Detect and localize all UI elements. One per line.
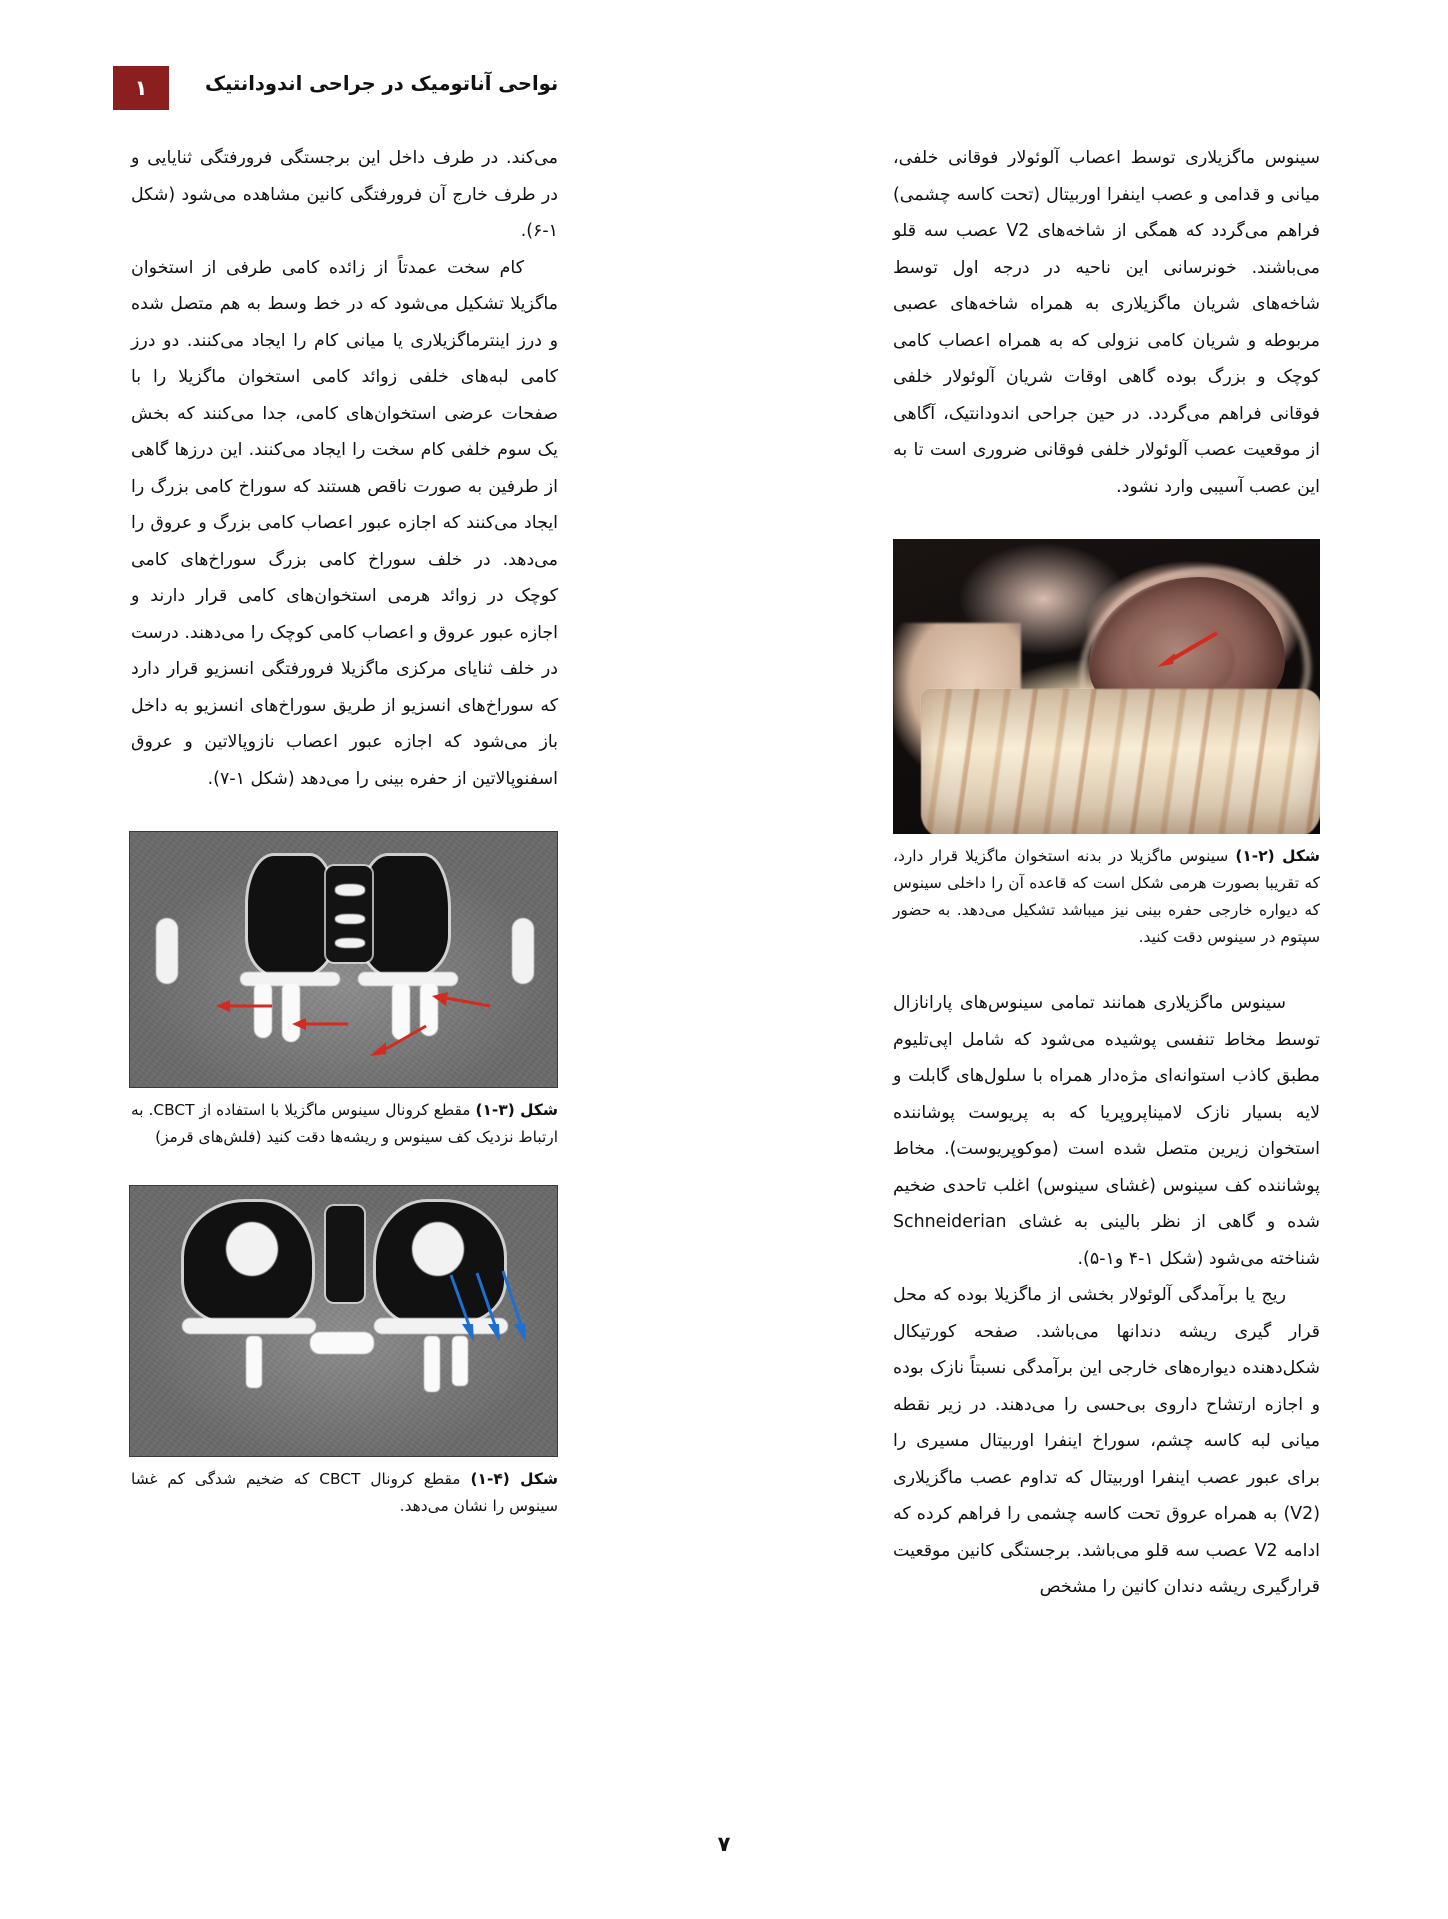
ct2-nasal-septum	[326, 1206, 364, 1302]
ct-sinus-right	[362, 856, 448, 976]
figure-1-2-image	[893, 539, 1320, 834]
ct2-turbinate-right	[412, 1222, 464, 1276]
ct-septum-3	[335, 938, 365, 948]
ct-cortical-right	[512, 918, 534, 984]
ct-sinus-left	[248, 856, 334, 976]
page-number: ۷	[717, 1832, 731, 1856]
figure-1-4-caption	[131, 1466, 558, 1520]
figure-1-2-caption-label: شکل (۲-۱)	[1235, 847, 1320, 865]
running-head-title: نواحی آناتومیک در جراحی اندودانتیک	[205, 72, 559, 95]
figure-1-3-caption	[131, 1097, 558, 1151]
red-arrow-icon-2	[290, 1016, 352, 1032]
figure-1-4-caption-text: مقطع کرونال CBCT که ضخیم شدگی کم غشا سینوس را نشان می‌دهد.	[131, 1470, 558, 1515]
right-column	[893, 140, 1320, 1606]
figure-1-2-caption	[893, 843, 1320, 951]
figure-1-4	[131, 1185, 558, 1520]
ct-septum-1	[335, 884, 365, 896]
figure-1-3	[131, 831, 558, 1151]
chapter-number: ۱	[134, 75, 148, 100]
figure-1-2	[893, 539, 1320, 951]
blue-arrow-icon-3	[500, 1268, 530, 1344]
running-head	[0, 66, 1448, 112]
ct2-floor-left	[182, 1318, 316, 1334]
photo-teeth-shading	[921, 689, 1320, 834]
figure-1-3-caption-text: مقطع کرونال سینوس ماگزیلا با استفاده از CBCT. به ارتباط نزدیک کف سینوس و ریشه‌ها دقت کنید (فلش‌های قرمز)	[131, 1101, 558, 1146]
figure-1-3-caption-label: شکل (۳-۱)	[475, 1101, 558, 1119]
ct-septum-2	[335, 914, 365, 924]
right-paragraph-1: سینوس ماگزیلاری توسط اعصاب آلوئولار فوقانی خلفی، میانی و قدامی و عصب اینفرا اوربیتال (تحت کاسه چشمی) فراهم می‌گردد که همگی از شاخه‌های V2 عصب سه قلو می‌باشند. خونرسانی این ناحیه در درجه اول توسط شاخه‌های شریان ماگزیلاری به همراه شاخه‌های عصبی مربوطه و شریان کامی نزولی که به همراه اعصاب کامی کوچک و بزرگ بوده گاهی اوقات شریان آلوئولار خلفی فوقانی فراهم می‌گردد. در حین جراحی اندودانتیک، آگاهی از موقعیت عصب آلوئولار خلفی فوقانی ضروری است تا به این عصب آسیبی وارد نشود.	[893, 148, 1320, 497]
ct2-midline-bone	[310, 1332, 374, 1354]
red-arrow-icon-1	[214, 998, 276, 1014]
figure-1-2-caption-text: سینوس ماگزیلا در بدنه استخوان ماگزیلا قرار دارد، که تقریبا بصورت هرمی شکل است که قاعده آن را داخلی سینوس که دیواره خارجی حفره بینی نیز میباشد تشکیل می‌دهد. به حضور سپتوم در سینوس دقت کنید.	[893, 847, 1320, 946]
ct-sinus-floor-right	[358, 972, 458, 986]
left-paragraph-2: کام سخت عمدتاً از زائده کامی طرفی از استخوان ماگزیلا تشکیل می‌شود که در خط وسط به هم متصل شده و درز اینترماگزیلاری یا میانی کام را ایجاد می‌کنند. دو درز کامی لبه‌های خلفی زوائد کامی استخوان ماگزیلا را با صفحات عرضی استخوان‌های کامی، جدا می‌کنند که بخش یک سوم خلفی کام سخت را ایجاد می‌کنند. این درزها گاهی از طرفین به صورت ناقص هستند که سوراخ کامی بزرگ را ایجاد می‌کنند که اجازه عبور اعصاب کامی بزرگ و عروق را می‌دهد. در خلف سوراخ کامی بزرگ سوراخ‌های کامی کوچک در زوائد هرمی استخوان‌های کامی قرار دارند و اجازه عبور عروق و اعصاب کامی کوچک را می‌دهند. درست در خلف ثنایای مرکزی ماگزیلا فرورفتگی انسزیو قرار دارد که سوراخ‌های انسزیو از طریق سوراخ‌های انسزیو به داخل باز می‌شود که اجازه عبور اعصاب نازوپالاتین و عروق اسفنوپالاتین از حفره بینی را می‌دهد (شکل ۱-۷).	[131, 257, 558, 789]
ct2-root-2	[424, 1336, 440, 1392]
figure-1-4-caption-label: شکل (۴-۱)	[470, 1470, 558, 1488]
left-paragraph-1: می‌کند. در طرف داخل این برجستگی فرورفتگی ثنایایی و در طرف خارج آن فرورفتگی کانین مشاهده می‌شود (شکل ۱-۶).	[131, 148, 558, 241]
figure-1-4-image	[129, 1185, 558, 1457]
red-arrow-icon	[1151, 631, 1221, 667]
left-column	[131, 140, 558, 1520]
ct-cortical-left	[156, 918, 178, 984]
figure-1-3-image	[129, 831, 558, 1088]
red-arrow-icon-4	[430, 992, 494, 1012]
right-paragraph-2: سینوس ماگزیلاری همانند تمامی سینوس‌های پارانازال توسط مخاط تنفسی پوشیده می‌شود که شامل اپی‌تلیوم مطبق کاذب استوانه‌ای مژه‌دار همراه با سلول‌های گابلت و لایه بسیار نازک لامیناپروپریا که به پریوست پوشاننده استخوان زیرین متصل شده است (موکوپریوست). مخاط پوشاننده کف سینوس (غشای سینوس) اغلب تاحدی ضخیم شده و گاهی از نظر بالینی به غشای Schneiderian شناخته می‌شود (شکل ۱-۴ و۱-۵).	[893, 993, 1320, 1269]
red-arrow-icon-3	[366, 1022, 430, 1056]
ct-root-2	[282, 984, 300, 1042]
ct2-turbinate-left	[226, 1222, 278, 1276]
right-paragraph-3: ریج یا برآمدگی آلوئولار بخشی از ماگزیلا بوده که محل قرار گیری ریشه دندانها می‌باشد. صفحه کورتیکال شکل‌دهنده دیواره‌های خارجی این برآمدگی نسبتاً نازک بوده و اجازه ارتشاح داروی بی‌حسی را می‌دهند. در زیر نقطه میانی لبه کاسه چشم، سوراخ اینفرا اوربیتال مسیری را برای عبور عصب اینفرا اوربیتال که تداوم عصب ماگزیلاری (V2) به همراه عروق تحت کاسه چشمی را فراهم کرده که ادامه V2 عصب سه قلو می‌باشد. برجستگی کانین موقعیت قرارگیری ریشه دندان کانین را مشخص	[893, 1285, 1321, 1597]
chapter-number-badge	[113, 66, 169, 110]
ct2-root-1	[246, 1336, 262, 1388]
